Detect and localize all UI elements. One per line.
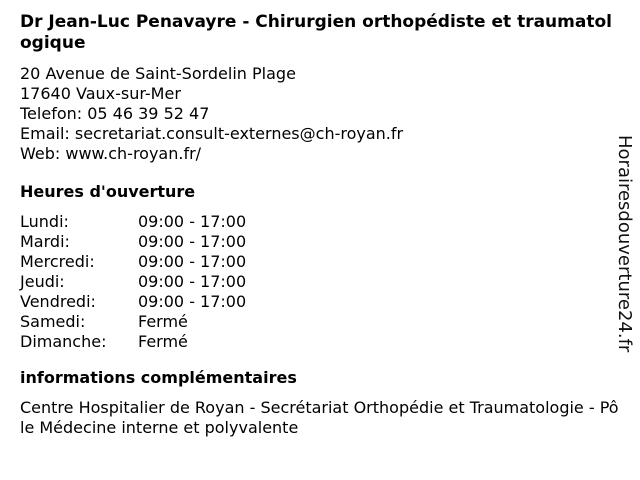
hours-row-sunday — [20, 332, 620, 352]
street-address: 20 Avenue de Saint-Sordelin Plage — [20, 64, 296, 83]
city-postal-code: 17640 Vaux-sur-Mer — [20, 84, 181, 103]
additional-info-text: Centre Hospitalier de Royan - Secrétariat Orthopédie et Traumatologie - Pôle Médecine interne et polyvalente — [20, 398, 619, 437]
hours-value: Fermé — [138, 312, 188, 331]
hours-row-saturday — [20, 312, 620, 332]
email-address: Email: secretariat.consult-externes@ch-royan.fr — [20, 124, 404, 143]
hours-row-thursday — [20, 272, 620, 292]
hours-row-wednesday — [20, 252, 620, 272]
website: Web: www.ch-royan.fr/ — [20, 144, 202, 163]
hours-row-tuesday — [20, 232, 620, 252]
day-label: Vendredi: — [20, 292, 96, 311]
phone-number: Telefon: 05 46 39 52 47 — [20, 104, 210, 123]
hours-row-friday — [20, 292, 620, 312]
business-card — [20, 12, 620, 438]
day-label: Jeudi: — [20, 272, 65, 291]
hours-value: Fermé — [138, 332, 188, 351]
opening-hours-list — [20, 212, 620, 352]
day-label: Lundi: — [20, 212, 69, 231]
page-title: Dr Jean-Luc Penavayre - Chirurgien orthopédiste et traumatologique — [20, 12, 612, 53]
day-label: Samedi: — [20, 312, 86, 331]
hours-value: 09:00 - 17:00 — [138, 232, 247, 251]
day-label: Dimanche: — [20, 332, 107, 351]
day-label: Mardi: — [20, 232, 70, 251]
hours-value: 09:00 - 17:00 — [138, 252, 247, 271]
hours-row-monday — [20, 212, 620, 232]
hours-value: 09:00 - 17:00 — [138, 272, 247, 291]
hours-value: 09:00 - 17:00 — [138, 292, 247, 311]
day-label: Mercredi: — [20, 252, 95, 271]
address-block — [20, 64, 620, 164]
hours-value: 09:00 - 17:00 — [138, 212, 247, 231]
additional-info-heading: informations complémentaires — [20, 368, 297, 387]
watermark-text: Horairesdouverture24.fr — [614, 135, 635, 353]
opening-hours-heading: Heures d'ouverture — [20, 182, 196, 201]
